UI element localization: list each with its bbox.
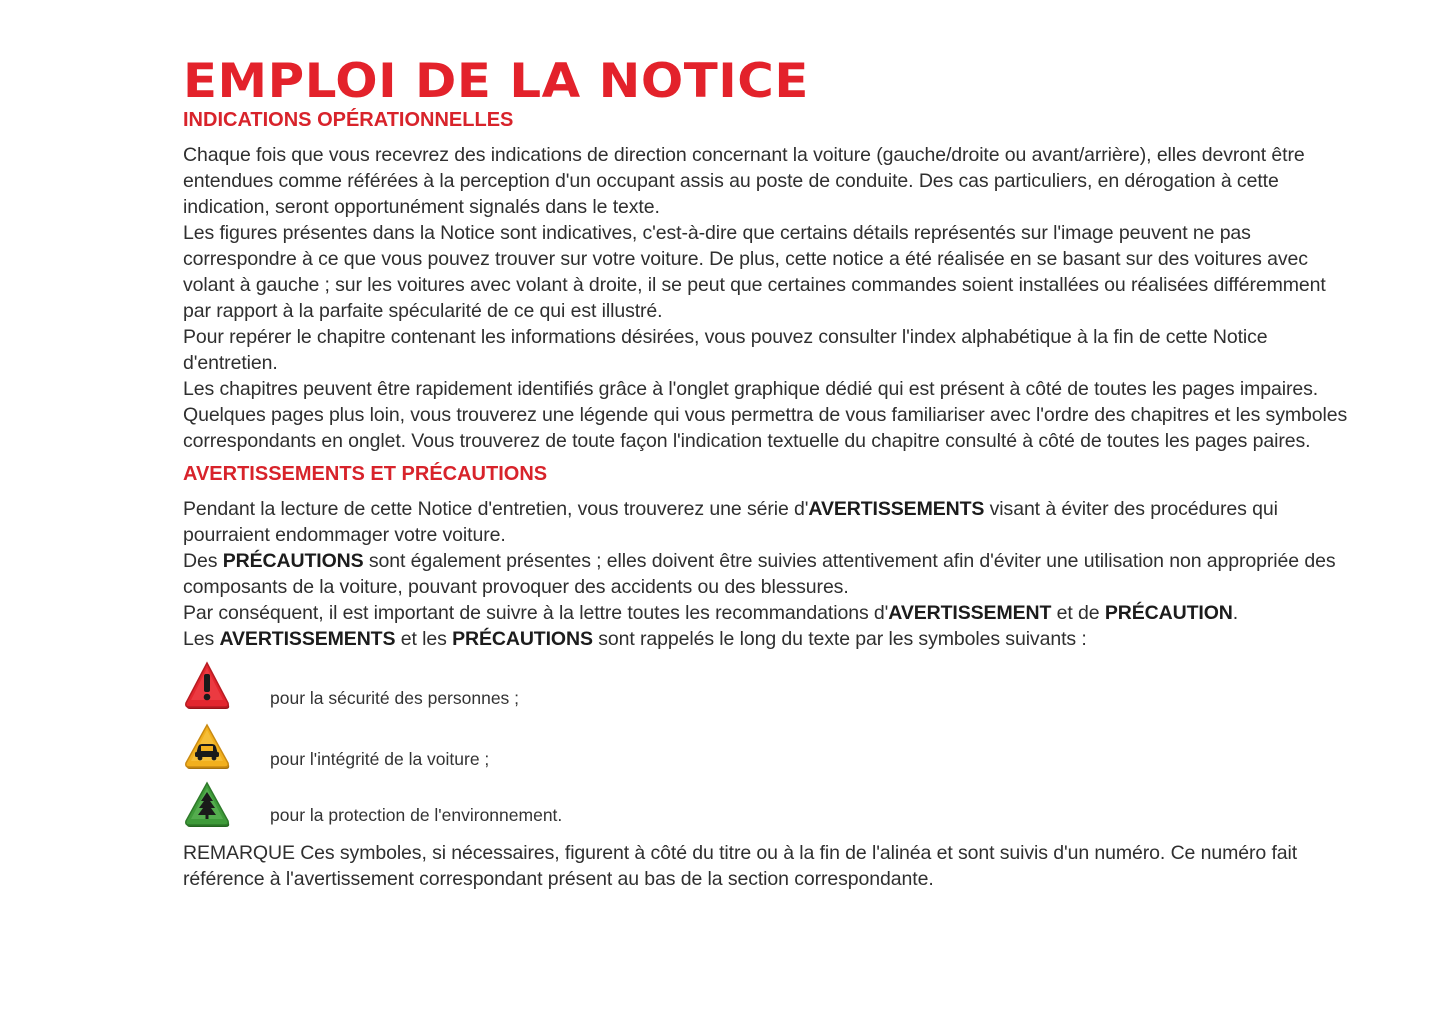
paragraph-symbols-intro: Les AVERTISSEMENTS et les PRÉCAUTIONS sont rappelés le long du texte par les symboles suivants : — [183, 628, 1087, 650]
symbol-row-environment — [183, 780, 1353, 836]
paragraph-figures: Les figures présentes dans la Notice sont indicatives, c'est-à-dire que certains détails représentés sur l'image peuvent ne pas correspondre à ce que vous pouvez trouver sur votre voiture. De plus, cette notice a été réalisée en se basant sur des voitures avec volant à gauche ; sur les voitures avec volant à droite, il se peut que certaines commandes soient installées ou réalisées différemment par rapport à la parfaite spécularité de ce qui est illustré. — [183, 222, 1326, 322]
warning-exclamation-icon — [183, 660, 231, 710]
paragraph-precautions: Des PRÉCAUTIONS sont également présentes ; elles doivent être suivies attentivement afin d'éviter une utilisation non appropriée des composants de la voiture, pouvant provoquer des accidents ou des blessures. — [183, 550, 1336, 598]
paragraph-warnings: Pendant la lecture de cette Notice d'entretien, vous trouverez une série d'AVERTISSEMENTS visant à éviter des procédures qui pourraient endommager votre voiture. — [183, 498, 1278, 546]
car-warning-icon — [183, 722, 231, 770]
tree-environment-icon — [183, 780, 231, 828]
symbol-row-car — [183, 722, 1353, 780]
bold-term: AVERTISSEMENTS — [808, 498, 985, 520]
bold-term: AVERTISSEMENT — [888, 602, 1052, 624]
page-title: EMPLOI DE LA NOTICE — [183, 54, 809, 109]
document-page — [183, 54, 1353, 892]
symbol-row-safety — [183, 660, 1353, 722]
symbol-label-safety: pour la sécurité des personnes ; — [270, 688, 520, 708]
symbol-label-environment: pour la protection de l'environnement. — [270, 805, 563, 825]
bold-term: PRÉCAUTIONS — [222, 550, 364, 572]
paragraph-recommendations: Par conséquent, il est important de suivre à la lettre toutes les recommandations d'AVERTISSEMENT et de PRÉCAUTION. — [183, 602, 1239, 624]
section-heading-warnings: AVERTISSEMENTS ET PRÉCAUTIONS — [183, 463, 548, 485]
paragraph-remark: REMARQUE Ces symboles, si nécessaires, figurent à côté du titre ou à la fin de l'alinéa et sont suivis d'un numéro. Ce numéro fait référence à l'avertissement correspondant présent au bas de la section correspondante. — [183, 842, 1298, 890]
bold-term: PRÉCAUTION — [1104, 602, 1233, 624]
bold-term: PRÉCAUTIONS — [452, 628, 593, 650]
paragraph-directions: Chaque fois que vous recevrez des indications de direction concernant la voiture (gauche/droite ou avant/arrière), elles devront être entendues comme référées à la perception d'un occupant assis au poste de conduite. Des cas particuliers, en dérogation à cette indication, seront opportunément signalés dans le texte. — [183, 144, 1305, 218]
paragraph-chapters: Les chapitres peuvent être rapidement identifiés grâce à l'onglet graphique dédié qui est présent à côté de toutes les pages impaires. Quelques pages plus loin, vous trouverez une légende qui vous permettra de vous familiariser avec l'ordre des chapitres et les symboles correspondants en onglet. Vous trouverez de toute façon l'indication textuelle du chapitre consulté à côté de toutes les pages paires. — [183, 378, 1348, 452]
section-heading-operational: INDICATIONS OPÉRATIONNELLES — [183, 109, 514, 131]
paragraph-index: Pour repérer le chapitre contenant les informations désirées, vous pouvez consulter l'index alphabétique à la fin de cette Notice d'entretien. — [183, 326, 1268, 374]
bold-term: AVERTISSEMENTS — [219, 628, 396, 650]
symbol-label-car: pour l'intégrité de la voiture ; — [270, 749, 490, 769]
